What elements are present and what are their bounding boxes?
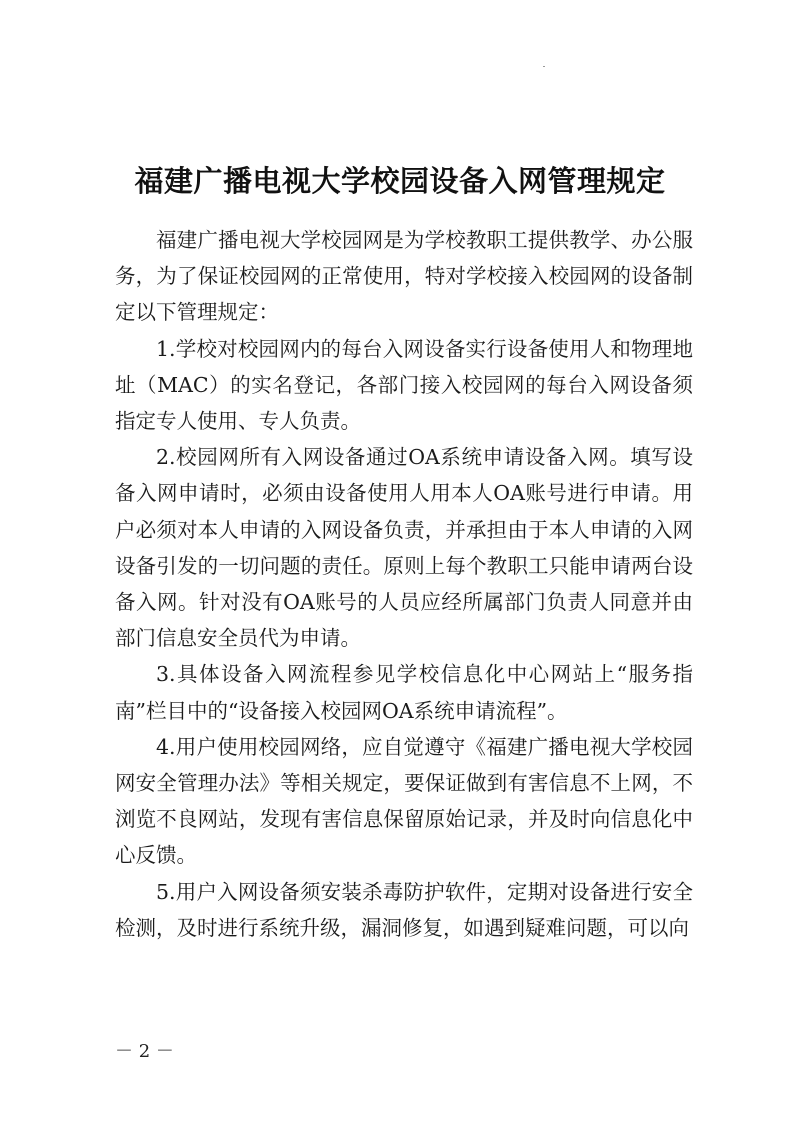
rule-2-paragraph: 2.校园网所有入网设备通过OA系统申请设备入网。填写设备入网申请时，必须由设备使用人用本人OA账号进行申请。用户必须对本人申请的入网设备负责，并承担由于本人申请的入网设备引发的一切问题的责任。原则上每个教职工只能申请两台设备入网。针对没有OA账号的人员应经所属部门负责人同意并由部门信息安全员代为申请。 <box>115 445 693 651</box>
document-body <box>115 222 693 946</box>
rule-4-paragraph: 4.用户使用校园网络，应自觉遵守《福建广播电视大学校园网安全管理办法》等相关规定，要保证做到有害信息不上网，不浏览不良网站，发现有害信息保留原始记录，并及时向信息化中心反馈。 <box>115 734 693 868</box>
document-title: 福建广播电视大学校园设备入网管理规定 <box>134 164 666 199</box>
scan-speck <box>543 66 545 67</box>
rule-3-paragraph: 3.具体设备入网流程参见学校信息化中心网站上“服务指南”栏目中的“设备接入校园网OA系统申请流程”。 <box>115 662 693 723</box>
rule-1-paragraph: 1.学校对校园网内的每台入网设备实行设备使用人和物理地址（MAC）的实名登记，各部门接入校园网的每台入网设备须指定专人使用、专人负责。 <box>115 336 693 434</box>
page-number: － 2 － <box>115 1041 174 1062</box>
intro-paragraph: 福建广播电视大学校园网是为学校教职工提供教学、办公服务，为了保证校园网的正常使用，特对学校接入校园网的设备制定以下管理规定： <box>115 228 693 325</box>
rule-5-paragraph: 5.用户入网设备须安装杀毒防护软件，定期对设备进行安全检测，及时进行系统升级，漏洞修复，如遇到疑难问题，可以向 <box>115 879 693 940</box>
